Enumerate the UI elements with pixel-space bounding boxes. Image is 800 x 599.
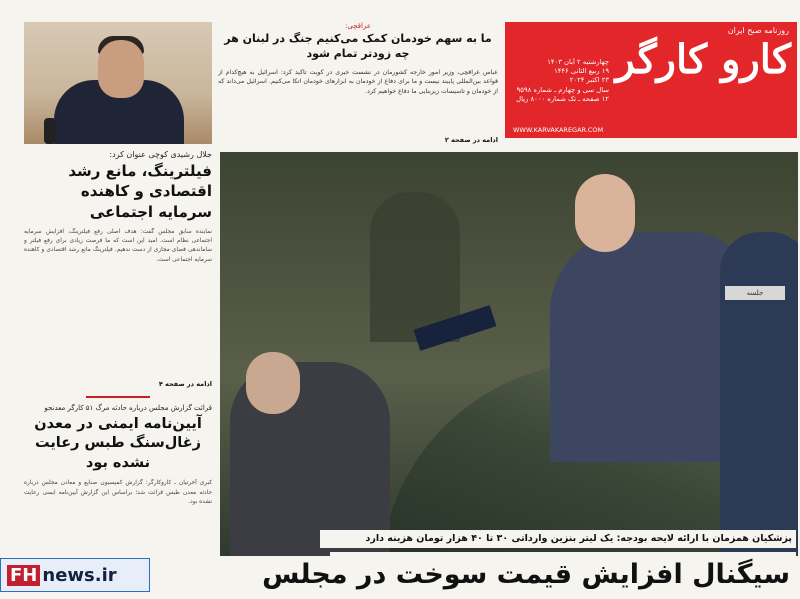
left-column <box>24 150 212 590</box>
newspaper-logo: کارو کارگر <box>615 36 791 83</box>
top-story-continued: ادامه در صفحه ۲ <box>444 135 498 144</box>
issue-date-gregorian: ۲۳ اکتبر ۲۰۲۴ <box>569 76 609 85</box>
website-url[interactable]: WWW.KARVAKAREGAR.COM <box>513 126 604 134</box>
top-story-kicker: عراقچی: <box>344 22 372 30</box>
main-photo <box>220 152 798 556</box>
microphone-icon <box>44 118 56 144</box>
issue-number: سال سی و چهارم ـ شماره ۹۵۹۸ <box>516 85 609 94</box>
photo-presenter-head <box>246 352 300 414</box>
story2-body: کبری آخرتیان ـ کاروکارگر: گزارش کمیسیون صنایع و معادن مجلس درباره حادثه معدن طبس قرائت شد؛ براساس این گزارش آیین‌نامه ایمنی رعایت نشده بود. <box>24 480 212 505</box>
fh-text: news.ir <box>42 564 117 586</box>
story1-headline[interactable]: فیلترینگ، مانع رشد اقتصادی و کاهنده سرمایه اجتماعی <box>68 162 212 221</box>
story2-headline[interactable]: آیین‌نامه ایمنی در معدن زغال‌سنگ طبس رعایت نشده بود <box>34 415 202 471</box>
issue-info <box>513 58 609 104</box>
photo-speaker-head <box>575 174 635 252</box>
photo-bystander <box>720 232 798 556</box>
story1-continued: ادامه در صفحه ۴ <box>158 379 212 388</box>
portrait-photo <box>24 22 212 144</box>
story1-kicker: جلال رشیدی کوچی عنوان کرد: <box>109 150 212 159</box>
fhnews-watermark-logo <box>0 558 150 592</box>
main-subheadline: پزشکیان همزمان با ارائه لایحه بودجه: یک لیتر بنزین وارداتی ۳۰ تا ۴۰ هزار تومان هزینه دارد <box>320 530 796 548</box>
top-story <box>218 22 498 150</box>
issue-date: چهارشنبه ۲ آبان ۱۴۰۳ <box>547 58 609 66</box>
top-story-headline[interactable]: ما به سهم خودمان کمک می‌کنیم جنگ در لبنان هر چه زودتر تمام شود <box>224 32 492 60</box>
story1-body: نماینده سابق مجلس گفت: هدف اصلی رفع فیلترینگ، افزایش سرمایه اجتماعی نظام است. امید این است که ما فرصت زیادی برای رفع فیلتر و ساماندهی فضای مجازی از دست ندهیم. فیلترینگ مانع رشد اقتصادی و کاهنده سرمایه اجتماعی است. <box>24 228 212 263</box>
main-headline[interactable]: سیگنال افزایش قیمت سوخت در مجلس <box>330 552 796 597</box>
issue-date-hijri: ۱۹ ربیع الثانی ۱۴۴۶ <box>554 67 609 76</box>
fh-mark: FH <box>7 565 40 586</box>
photo-name-tag: جلسه <box>725 286 785 300</box>
story2-kicker: قرائت گزارش مجلس درباره حادثه مرگ ۵۱ کارگر معدنجو <box>44 403 212 412</box>
portrait-face <box>98 40 144 98</box>
masthead-tagline: روزنامه صبح ایران <box>727 26 789 35</box>
issue-price: ۱۲ صفحه ـ تک شماره ۸۰۰۰ ریال <box>516 94 609 103</box>
top-story-body: عباس عراقچی، وزیر امور خارجه کشورمان در نشست خبری در کویت تاکید کرد: اسرائیل به هیچ‌کدام از قواعد بین‌المللی پایبند نیست و ما برای دفاع از خودمان به ابزارهای خودمان اتکا می‌کنیم. اسرائیل می‌داند که از خودمان و تاسیسات زیربنایی ما دفاع خواهیم کرد. <box>218 68 498 95</box>
divider <box>86 396 150 398</box>
masthead <box>505 22 797 138</box>
